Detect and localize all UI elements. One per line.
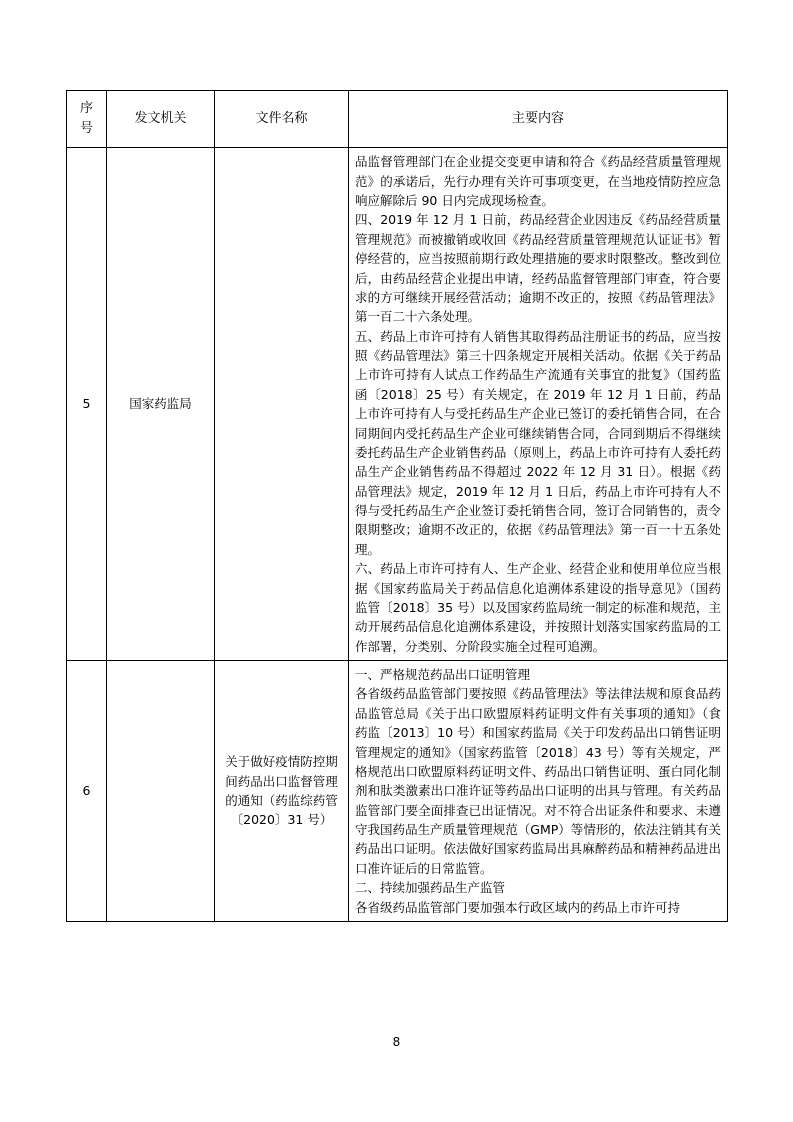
row-file-name: 关于做好疫情防控期间药品出口监督管理的通知（药监综药管〔2020〕31 号）: [215, 661, 349, 922]
content-paragraph: 四、2019 年 12 月 1 日前，药品经营企业因违反《药品经营质量管理规范》而被撤销或收回《药品经营质量管理规范认证证书》暂停经营的，应当按照前期行政处理措施的要求时限整改。整改到位后，由药品经营企业提出申请，经药品监督管理部门审查，符合要求的方可继续开展经营活动；逾期不改正的，按照《药品管理法》第一百二十六条处理。: [355, 212, 721, 325]
row-file-name: [215, 148, 349, 661]
table-header-row: [67, 91, 728, 148]
row-sequence-number: 6: [67, 661, 107, 922]
row-main-content: [349, 661, 728, 922]
content-paragraph: 二、持续加强药品生产监管: [355, 880, 506, 896]
table-row: [67, 661, 728, 922]
row-sequence-number: 5: [67, 148, 107, 661]
regulation-table: [66, 90, 728, 922]
table-row: [67, 148, 728, 661]
content-paragraph: 五、药品上市许可持有人销售其取得药品注册证书的药品，应当按照《药品管理法》第三十四条规定开展相关活动。依据《关于药品上市许可持有人试点工作药品生产流通有关事宜的批复》（国药监函〔2018〕25 号）有关规定，在 2019 年 12 月 1 日前，药品上市许可持有人与受托药品生产企业已签订的委托销售合同，在合同期间内受托药品生产企业可继续销售合同，合同到期后不得继续委托药品生产企业销售药品（原则上，药品上市许可持有人委托药品生产企业销售药品不得超过 2022 年 12 月 31 日）。根据《药品管理法》规定，2019 年 12 月 1 日后，药品上市许可持有人不得与受托药品生产企业签订委托销售合同，签订合同销售的，责令限期整改；逾期不改正的，依据《药品管理法》第一百一十五条处理。: [355, 328, 721, 557]
page-number: 8: [392, 1035, 401, 1049]
content-paragraph: 各省级药品监管部门要加强本行政区域内的药品上市许可持: [355, 899, 681, 915]
content-paragraph: 六、药品上市许可持有人、生产企业、经营企业和使用单位应当根据《国家药监局关于药品信息化追溯体系建设的指导意见》（国药监管〔2018〕35 号）以及国家药监局统一制定的标准和规范，主动开展药品信息化追溯体系建设，并按照计划落实国家药监局的工作部署，分类别、分阶段实施全过程可追溯。: [355, 561, 721, 654]
table-header: [67, 91, 728, 148]
column-header-organization: 发文机关: [107, 91, 215, 148]
column-header-sequence-line1: 序: [79, 101, 93, 116]
content-paragraph: 品监督管理部门在企业提交变更申请和符合《药品经营质量管理规范》的承诺后，先行办理有关许可事项变更，在当地疫情防控应急响应解除后 90 日内完成现场检查。: [355, 154, 721, 209]
column-header-sequence: [67, 91, 107, 148]
row-organization: 国家药监局: [107, 148, 215, 661]
column-header-sequence-line2: 号: [79, 121, 93, 137]
table-body: [67, 148, 728, 922]
content-paragraph: 各省级药品监管部门要按照《药品管理法》等法律法规和原食品药品监管总局《关于出口欧盟原料药证明文件有关事项的通知》（食药监〔2013〕10 号）和国家药监局《关于印发药品出口销售证明管理规定的通知》（国家药监管〔2018〕43 号）等有关规定，严格规范出口欧盟原料药证明文件、药品出口销售证明、蛋白同化制剂和肽类激素出口准许证等药品出口证明的出具与管理。有关药品监管部门要全面排查已出证情况。对不符合出证条件和要求、未遵守我国药品生产质量管理规范（GMP）等情形的，依法注销其有关药品出口证明。依法做好国家药监局出具麻醉药品和精神药品进出口准许证后的日常监管。: [355, 686, 721, 876]
column-header-main-content: 主要内容: [349, 91, 728, 148]
content-paragraph: 一、严格规范药品出口证明管理: [355, 667, 531, 683]
column-header-file-name: 文件名称: [215, 91, 349, 148]
row-main-content: [349, 148, 728, 661]
row-organization: [107, 661, 215, 922]
